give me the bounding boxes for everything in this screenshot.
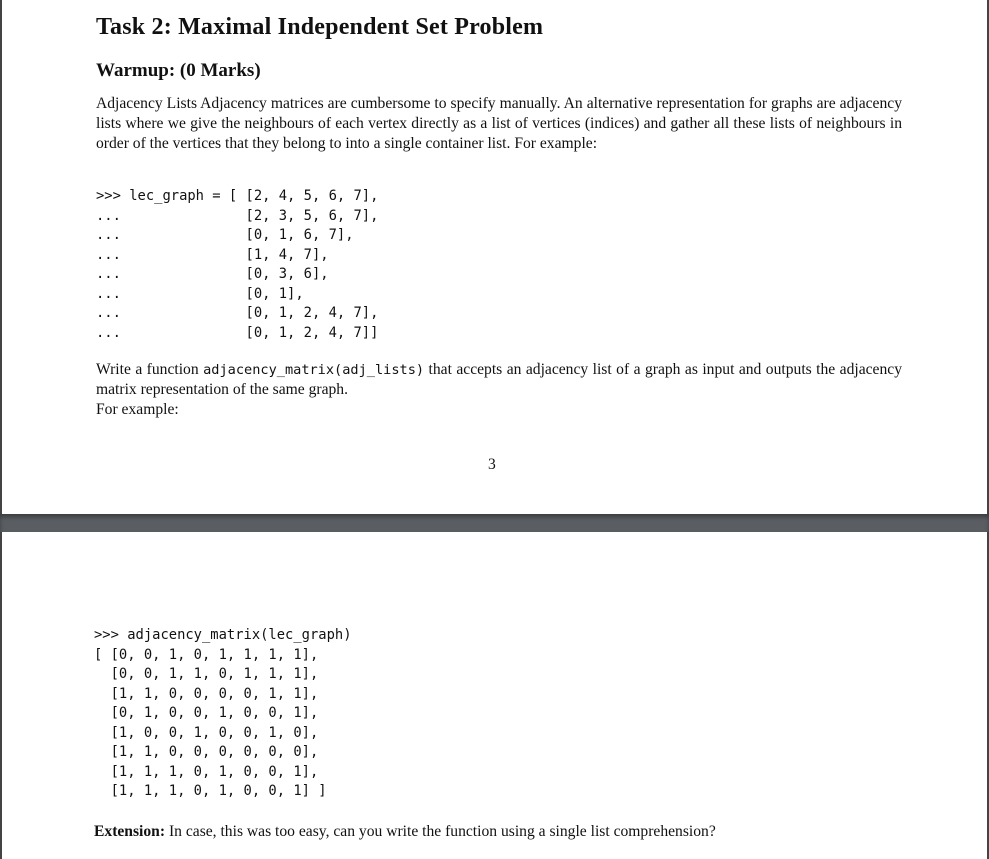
adjacency-lists-paragraph: Adjacency Lists Adjacency matrices are cumbersome to specify manually. An alternative representation for graphs are adjacency lists where we give the neighbours of each vertex directly as a list of vertices (indices) and gather all these lists of neighbours in order of the vertices that they belong to into a single container list. For example:	[96, 95, 902, 152]
write-function-paragraph	[96, 360, 902, 420]
function-signature: adjacency_matrix(adj_lists)	[203, 362, 425, 378]
extension-paragraph	[94, 822, 716, 842]
lec-graph-code-block: >>> lec_graph = [ [2, 4, 5, 6, 7], ... [2, 3, 5, 6, 7], ... [0, 1, 6, 7], ... [1, 4, 7], ... [0, 3, 6], ... [0, 1], ... [0, 1, 2, 4, 7], ... [0, 1, 2, 4, 7]]	[96, 188, 379, 341]
for-example-text: For example:	[96, 401, 179, 418]
warmup-heading: Warmup: (0 Marks)	[96, 60, 261, 81]
write-function-text-before: Write a function	[96, 361, 204, 378]
extension-label: Extension:	[94, 823, 166, 840]
write-function-text-after: that accepts an adjacency list of a graph as input and outputs the adjacency matrix representation of the same graph.	[96, 361, 902, 398]
page-separator	[0, 514, 989, 532]
task-title: Task 2: Maximal Independent Set Problem	[96, 14, 544, 40]
adjacency-matrix-output-code-block: >>> adjacency_matrix(lec_graph) [ [0, 0, 1, 0, 1, 1, 1, 1], [0, 0, 1, 1, 0, 1, 1, 1], [1, 1, 0, 0, 0, 0, 1, 1], [0, 1, 0, 0, 1, 0, 0, 1], [1, 0, 0, 1, 0, 0, 1, 0], [1, 1, 0, 0, 0, 0, 0, 0], [1, 1, 1, 0, 1, 0, 0, 1], [1, 1, 1, 0, 1, 0, 0, 1] ]	[94, 627, 352, 799]
extension-text: In case, this was too easy, can you write the function using a single list comprehension?	[165, 823, 716, 840]
page-number: 3	[488, 456, 496, 473]
